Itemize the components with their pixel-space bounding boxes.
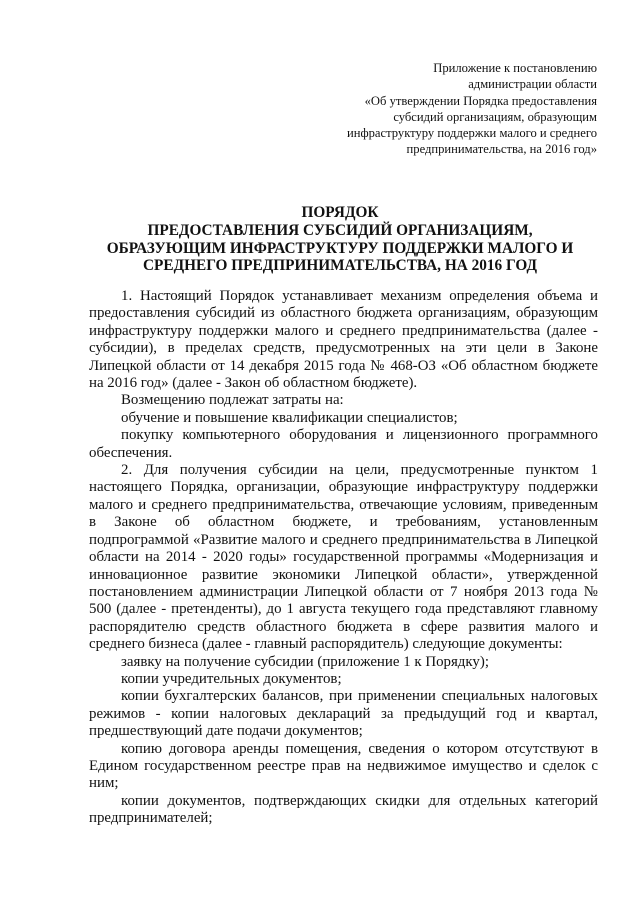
document-title bbox=[80, 204, 600, 275]
annex-line: администрации области bbox=[468, 77, 597, 92]
annex-line: предпринимательства, на 2016 год» bbox=[406, 142, 597, 157]
annex-line: субсидий организациям, образующим bbox=[393, 109, 597, 124]
paragraph-costs-training: обучение и повышение квалификации специалистов; bbox=[121, 409, 458, 426]
title-line: ОБРАЗУЮЩИМ ИНФРАСТРУКТУРУ ПОДДЕРЖКИ МАЛОГО И bbox=[106, 239, 574, 257]
paragraph-doc-application: заявку на получение субсидии (приложение 1 к Порядку); bbox=[121, 653, 489, 670]
paragraph-costs-equipment: покупку компьютерного оборудования и лицензионного программного обеспечения. bbox=[89, 427, 598, 461]
paragraph-2: 2. Для получения субсидии на цели, предусмотренные пунктом 1 настоящего Порядка, организации, образующие инфраструктуру поддержки малого и среднего предпринимательства, отвечающие условиям, приведенным в Законе об областном бюджете, и требованиям, установленным подпрограммой «Развитие малого и среднего предпринимательства в Липецкой области на 2014 - 2020 годы» государственной программы «Модернизация и инновационное развитие экономики Липецкой области», утвержденной постановлением администрации Липецкой области от 7 ноября 2013 года № 500 (далее - претенденты), до 1 августа текущего года представляют главному распорядителю средств областного бюджета в сфере развития малого и среднего бизнеса (далее - главный распорядитель) следующие документы: bbox=[89, 462, 598, 653]
annex-line: Приложение к постановлению bbox=[433, 61, 597, 75]
title-line: ПОРЯДОК bbox=[301, 204, 379, 221]
document-body bbox=[89, 288, 598, 828]
paragraph-1: 1. Настоящий Порядок устанавливает механизм определения объема и предоставления субсидий из областного бюджета организациям, образующим инфраструктуру поддержки малого и среднего предпринимательства (далее - субсидии), в пределах средств, предусмотренных на эти цели в Законе Липецкой области от 14 декабря 2015 года № 468-ОЗ «Об областном бюджете на 2016 год» (далее - Закон об областном бюджете). bbox=[89, 288, 598, 392]
paragraph-doc-balances: копии бухгалтерских балансов, при применении специальных налоговых режимов - копии налоговых деклараций за предыдущий год и квартал, предшествующий дате подачи документов; bbox=[89, 688, 598, 740]
annex-header bbox=[297, 60, 597, 158]
annex-line: инфраструктуру поддержки малого и среднего bbox=[347, 126, 597, 141]
title-line: ПРЕДОСТАВЛЕНИЯ СУБСИДИЙ ОРГАНИЗАЦИЯМ, bbox=[147, 221, 533, 239]
paragraph-doc-lease: копию договора аренды помещения, сведения о котором отсутствуют в Едином государственном реестре прав на недвижимое имущество и сделок с ним; bbox=[89, 740, 598, 792]
paragraph-costs-intro: Возмещению подлежат затраты на: bbox=[121, 392, 344, 409]
annex-line: «Об утверждении Порядка предоставления bbox=[364, 93, 597, 108]
paragraph-doc-charter: копии учредительных документов; bbox=[121, 670, 342, 687]
title-line: СРЕДНЕГО ПРЕДПРИНИМАТЕЛЬСТВА, НА 2016 ГОД bbox=[142, 257, 538, 275]
paragraph-doc-discounts: копии документов, подтверждающих скидки для отдельных категорий предпринимателей; bbox=[89, 792, 598, 827]
